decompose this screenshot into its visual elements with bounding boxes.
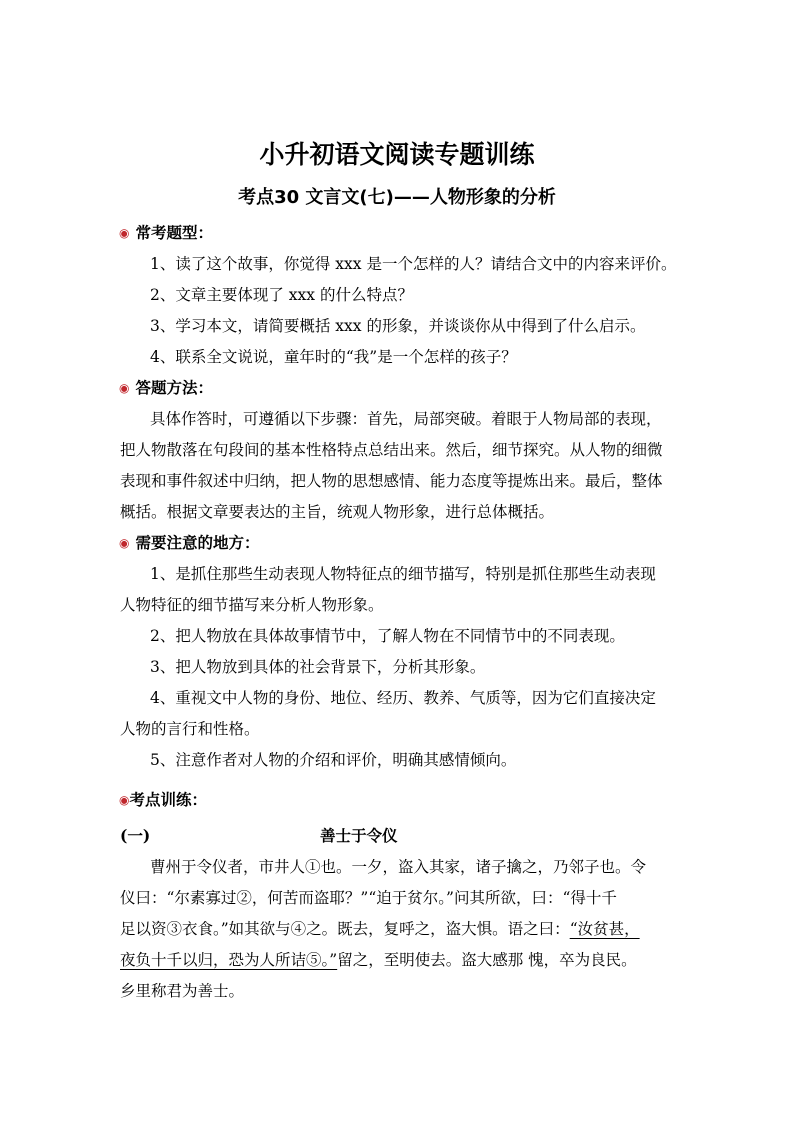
bullet-icon: ◉ <box>119 536 130 550</box>
passage-line <box>120 918 640 940</box>
list-item: 1、读了这个故事，你觉得 xxx 是一个怎样的人？请结合文中的内容来评价。 <box>150 255 677 273</box>
passage-line <box>120 949 637 971</box>
passage-text: 足以资③衣食。”如其欲与④之。既去，复呼之，盗大惧。语之曰： <box>120 920 570 938</box>
section-heading-label: 考点训练： <box>129 791 207 809</box>
paragraph-line: 把人物散落在句段间的基本性格特点总结出来。然后，细节探究。从人物的细微 <box>120 441 663 459</box>
list-item: 1、是抓住那些生动表现人物特征点的细节描写，特别是抓住那些生动表现 <box>150 565 656 583</box>
list-item: 4、联系全文说说，童年时的“我”是一个怎样的孩子？ <box>150 348 517 366</box>
section-heading-training <box>119 789 207 811</box>
underlined-sentence: 夜负十千以归，恐为人所诘⑤。” <box>120 951 338 969</box>
bullet-icon: ◉ <box>119 226 130 240</box>
section-heading-label: 需要注意的地方： <box>135 534 260 552</box>
passage-title: 善士于令仪 <box>320 827 398 845</box>
bullet-icon: ◉ <box>119 381 130 395</box>
list-item-continuation: 人物特征的细节描写来分析人物形象。 <box>120 596 384 614</box>
list-item: 2、把人物放在具体故事情节中，了解人物在不同情节中的不同表现。 <box>150 627 625 645</box>
passage-line: 乡里称君为善士。 <box>120 982 245 1000</box>
passage-number: (一) <box>120 826 151 845</box>
page-title: 小升初语文阅读专题训练 <box>259 140 535 169</box>
underlined-sentence: “汝贫甚， <box>569 920 640 938</box>
passage-text: 留之，至明使去。盗大感那 愧，卒为良民。 <box>337 951 637 969</box>
list-item-continuation: 人物的言行和性格。 <box>120 720 260 738</box>
section-heading-label: 答题方法： <box>135 379 213 397</box>
list-item: 2、文章主要体现了 xxx 的什么特点？ <box>150 286 413 304</box>
list-item: 4、重视文中人物的身份、地位、经历、教养、气质等，因为它们直接决定 <box>150 689 656 707</box>
list-item: 3、学习本文，请简要概括 xxx 的形象，并谈谈你从中得到了什么启示。 <box>150 317 646 335</box>
bullet-icon: ◉ <box>119 793 130 807</box>
list-item: 3、把人物放到具体的社会背景下，分析其形象。 <box>150 658 486 676</box>
section-heading-label: 常考题型： <box>135 224 213 242</box>
list-item: 5、注意作者对人物的介绍和评价，明确其感情倾向。 <box>150 751 517 769</box>
paragraph-line: 具体作答时，可遵循以下步骤：首先，局部突破。着眼于人物局部的表现， <box>150 410 662 428</box>
section-heading-common <box>119 222 213 244</box>
paragraph-line: 表现和事件叙述中归纳，把人物的思想感情、能力态度等提炼出来。最后，整体 <box>120 472 663 490</box>
section-heading-notes <box>119 532 260 554</box>
passage-line: 曹州于令仪者，市井人①也。一夕，盗入其家，诸子擒之，乃邻子也。令 <box>150 858 647 876</box>
passage-line: 仪曰：“尔素寡过②，何苦而盗耶？”“迫于贫尔。”问其所欲，曰：“得十千 <box>120 889 617 907</box>
section-heading-method <box>119 377 213 399</box>
page-subtitle: 考点30 文言文(七)——人物形象的分析 <box>238 187 556 208</box>
paragraph-line: 概括。根据文章要表达的主旨，统观人物形象，进行总体概括。 <box>120 503 555 521</box>
